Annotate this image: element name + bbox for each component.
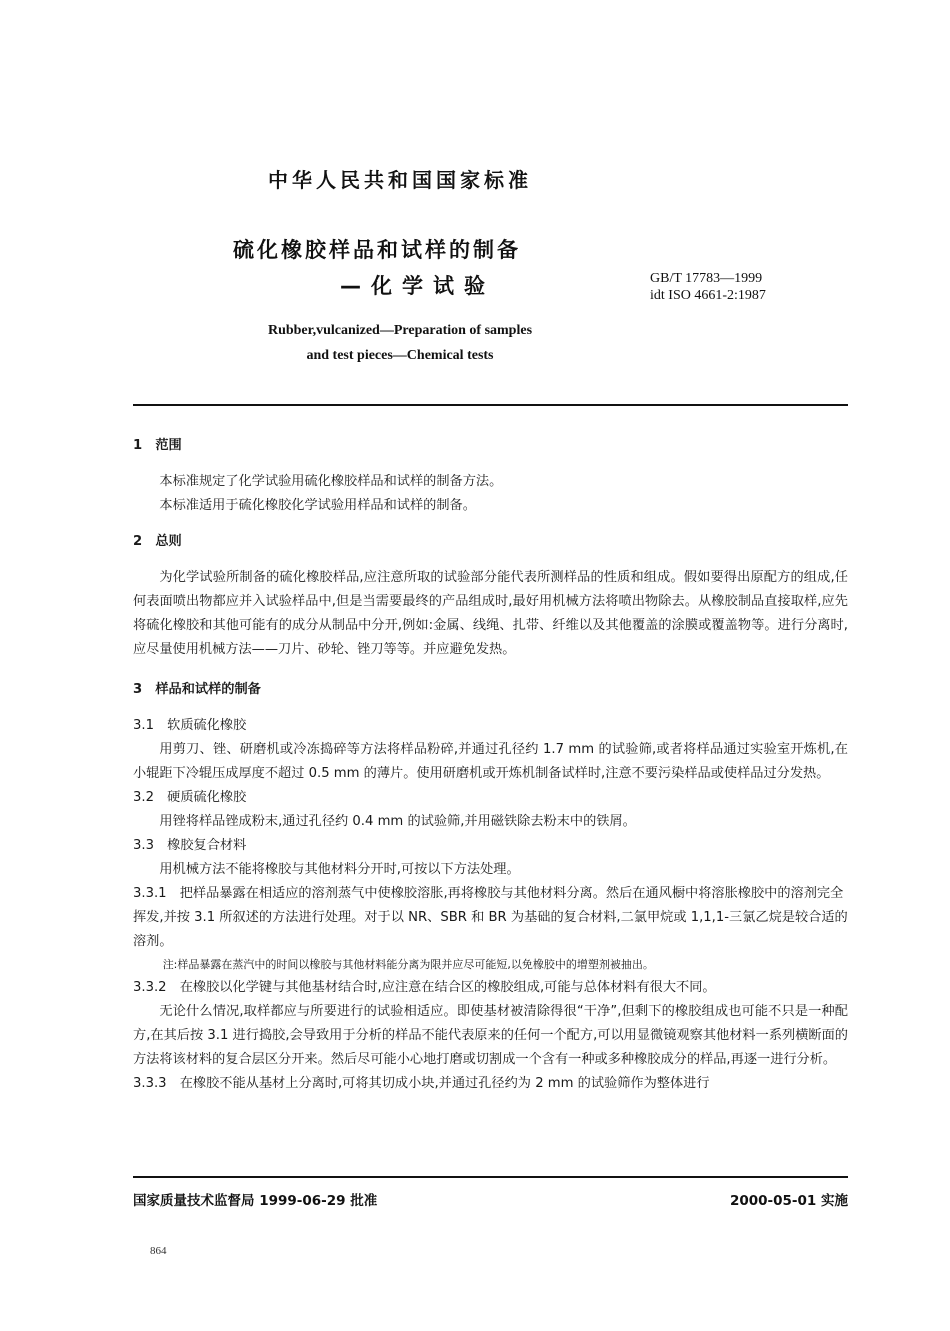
header-divider <box>133 404 848 406</box>
page-number: 864 <box>150 1245 167 1257</box>
english-title-line2: and test pieces—Chemical tests <box>306 348 494 363</box>
document-title-line1: 硫化橡胶样品和试样的制备 <box>233 238 521 262</box>
section-1-heading: 1 范围 <box>133 438 182 453</box>
standard-code <box>650 270 766 304</box>
section-3-3-2-text: 3.3.2 在橡胶以化学键与其他基材结合时,应注意在结合区的橡胶组成,可能与总体材料有很大不同。 <box>133 980 716 995</box>
standard-code-gb: GB/T 17783—1999 <box>650 271 763 286</box>
section-3-3-1-text: 3.3.1 把样品暴露在相适应的溶剂蒸气中使橡胶溶胀,再将橡胶与其他材料分离。然后在通风橱中将溶胀橡胶中的溶剂完全挥发,并按 3.1 所叙述的方法进行处理。对于以 NR、SBR 和 BR 为基础的复合材料,二氯甲烷或 1,1,1-三氯乙烷是较合适的溶剂。 <box>133 886 848 949</box>
section-1-paragraph-1: 本标准规定了化学试验用硫化橡胶样品和试样的制备方法。 <box>159 474 503 489</box>
english-title <box>0 318 800 368</box>
section-3-3-2-paragraph: 无论什么情况,取样都应与所要进行的试验相适应。即使基材被清除得很“干净”,但剩下的橡胶组成也可能不只是一种配方,在其后按 3.1 进行捣胶,会导致用于分析的样品不能代表原来的任何一个配方,可以用显微镜观察其他材料一系列横断面的方法将该材料的复合层区分开来。然后尽可能小心地打磨或切割成一个含有一种或多种橡胶成分的样品,再逐一进行分析。 <box>133 1004 848 1067</box>
section-3-3-heading: 3.3 橡胶复合材料 <box>133 838 247 853</box>
section-3-2-heading: 3.2 硬质硫化橡胶 <box>133 790 247 805</box>
section-1-paragraph-2: 本标准适用于硫化橡胶化学试验用样品和试样的制备。 <box>159 498 476 513</box>
section-3-1-paragraph: 用剪刀、锉、研磨机或冷冻捣碎等方法将样品粉碎,并通过孔径约 1.7 mm 的试验筛,或者将样品通过实验室开炼机,在小辊距下冷辊压成厚度不超过 0.5 mm 的薄片。使用研磨机或开炼机制备试样时,注意不要污染样品或使样品过分发热。 <box>133 742 848 781</box>
section-2-heading: 2 总则 <box>133 534 182 549</box>
standard-code-iso: idt ISO 4661-2:1987 <box>650 288 766 303</box>
national-standard-title: 中华人民共和国国家标准 <box>268 168 532 192</box>
section-3-2-paragraph: 用锉将样品锉成粉末,通过孔径约 0.4 mm 的试验筛,并用磁铁除去粉末中的铁屑。 <box>159 814 636 829</box>
document-title-line2: —化学试验 <box>340 274 495 298</box>
section-3-3-1-note: 注:样品暴露在蒸汽中的时间以橡胶与其他材料能分离为限并应尽可能短,以免橡胶中的增塑剂被抽出。 <box>162 958 654 971</box>
footer-divider <box>133 1176 848 1178</box>
document-body <box>133 434 848 1096</box>
approval-date: 国家质量技术监督局 1999-06-29 批准 <box>133 1193 378 1209</box>
section-2-paragraph: 为化学试验所制备的硫化橡胶样品,应注意所取的试验部分能代表所测样品的性质和组成。假如要得出原配方的组成,任何表面喷出物都应并入试验样品中,但是当需要最终的产品组成时,最好用机械方法将喷出物除去。从橡胶制品直接取样,应先将硫化橡胶和其他可能有的成分从制品中分开,例如:金属、线绳、扎带、纤维以及其他覆盖的涂膜或覆盖物等。进行分离时,应尽量使用机械方法——刀片、砂轮、锉刀等等。并应避免发热。 <box>133 570 848 657</box>
section-3-1-heading: 3.1 软质硫化橡胶 <box>133 718 247 733</box>
section-3-3-3-text: 3.3.3 在橡胶不能从基材上分离时,可将其切成小块,并通过孔径约为 2 mm 的试验筛作为整体进行 <box>133 1076 710 1091</box>
implementation-date: 2000-05-01 实施 <box>729 1193 848 1209</box>
section-3-heading: 3 样品和试样的制备 <box>133 682 261 697</box>
english-title-line1: Rubber,vulcanized—Preparation of samples <box>267 323 533 338</box>
section-3-3-paragraph: 用机械方法不能将橡胶与其他材料分开时,可按以下方法处理。 <box>159 862 520 877</box>
